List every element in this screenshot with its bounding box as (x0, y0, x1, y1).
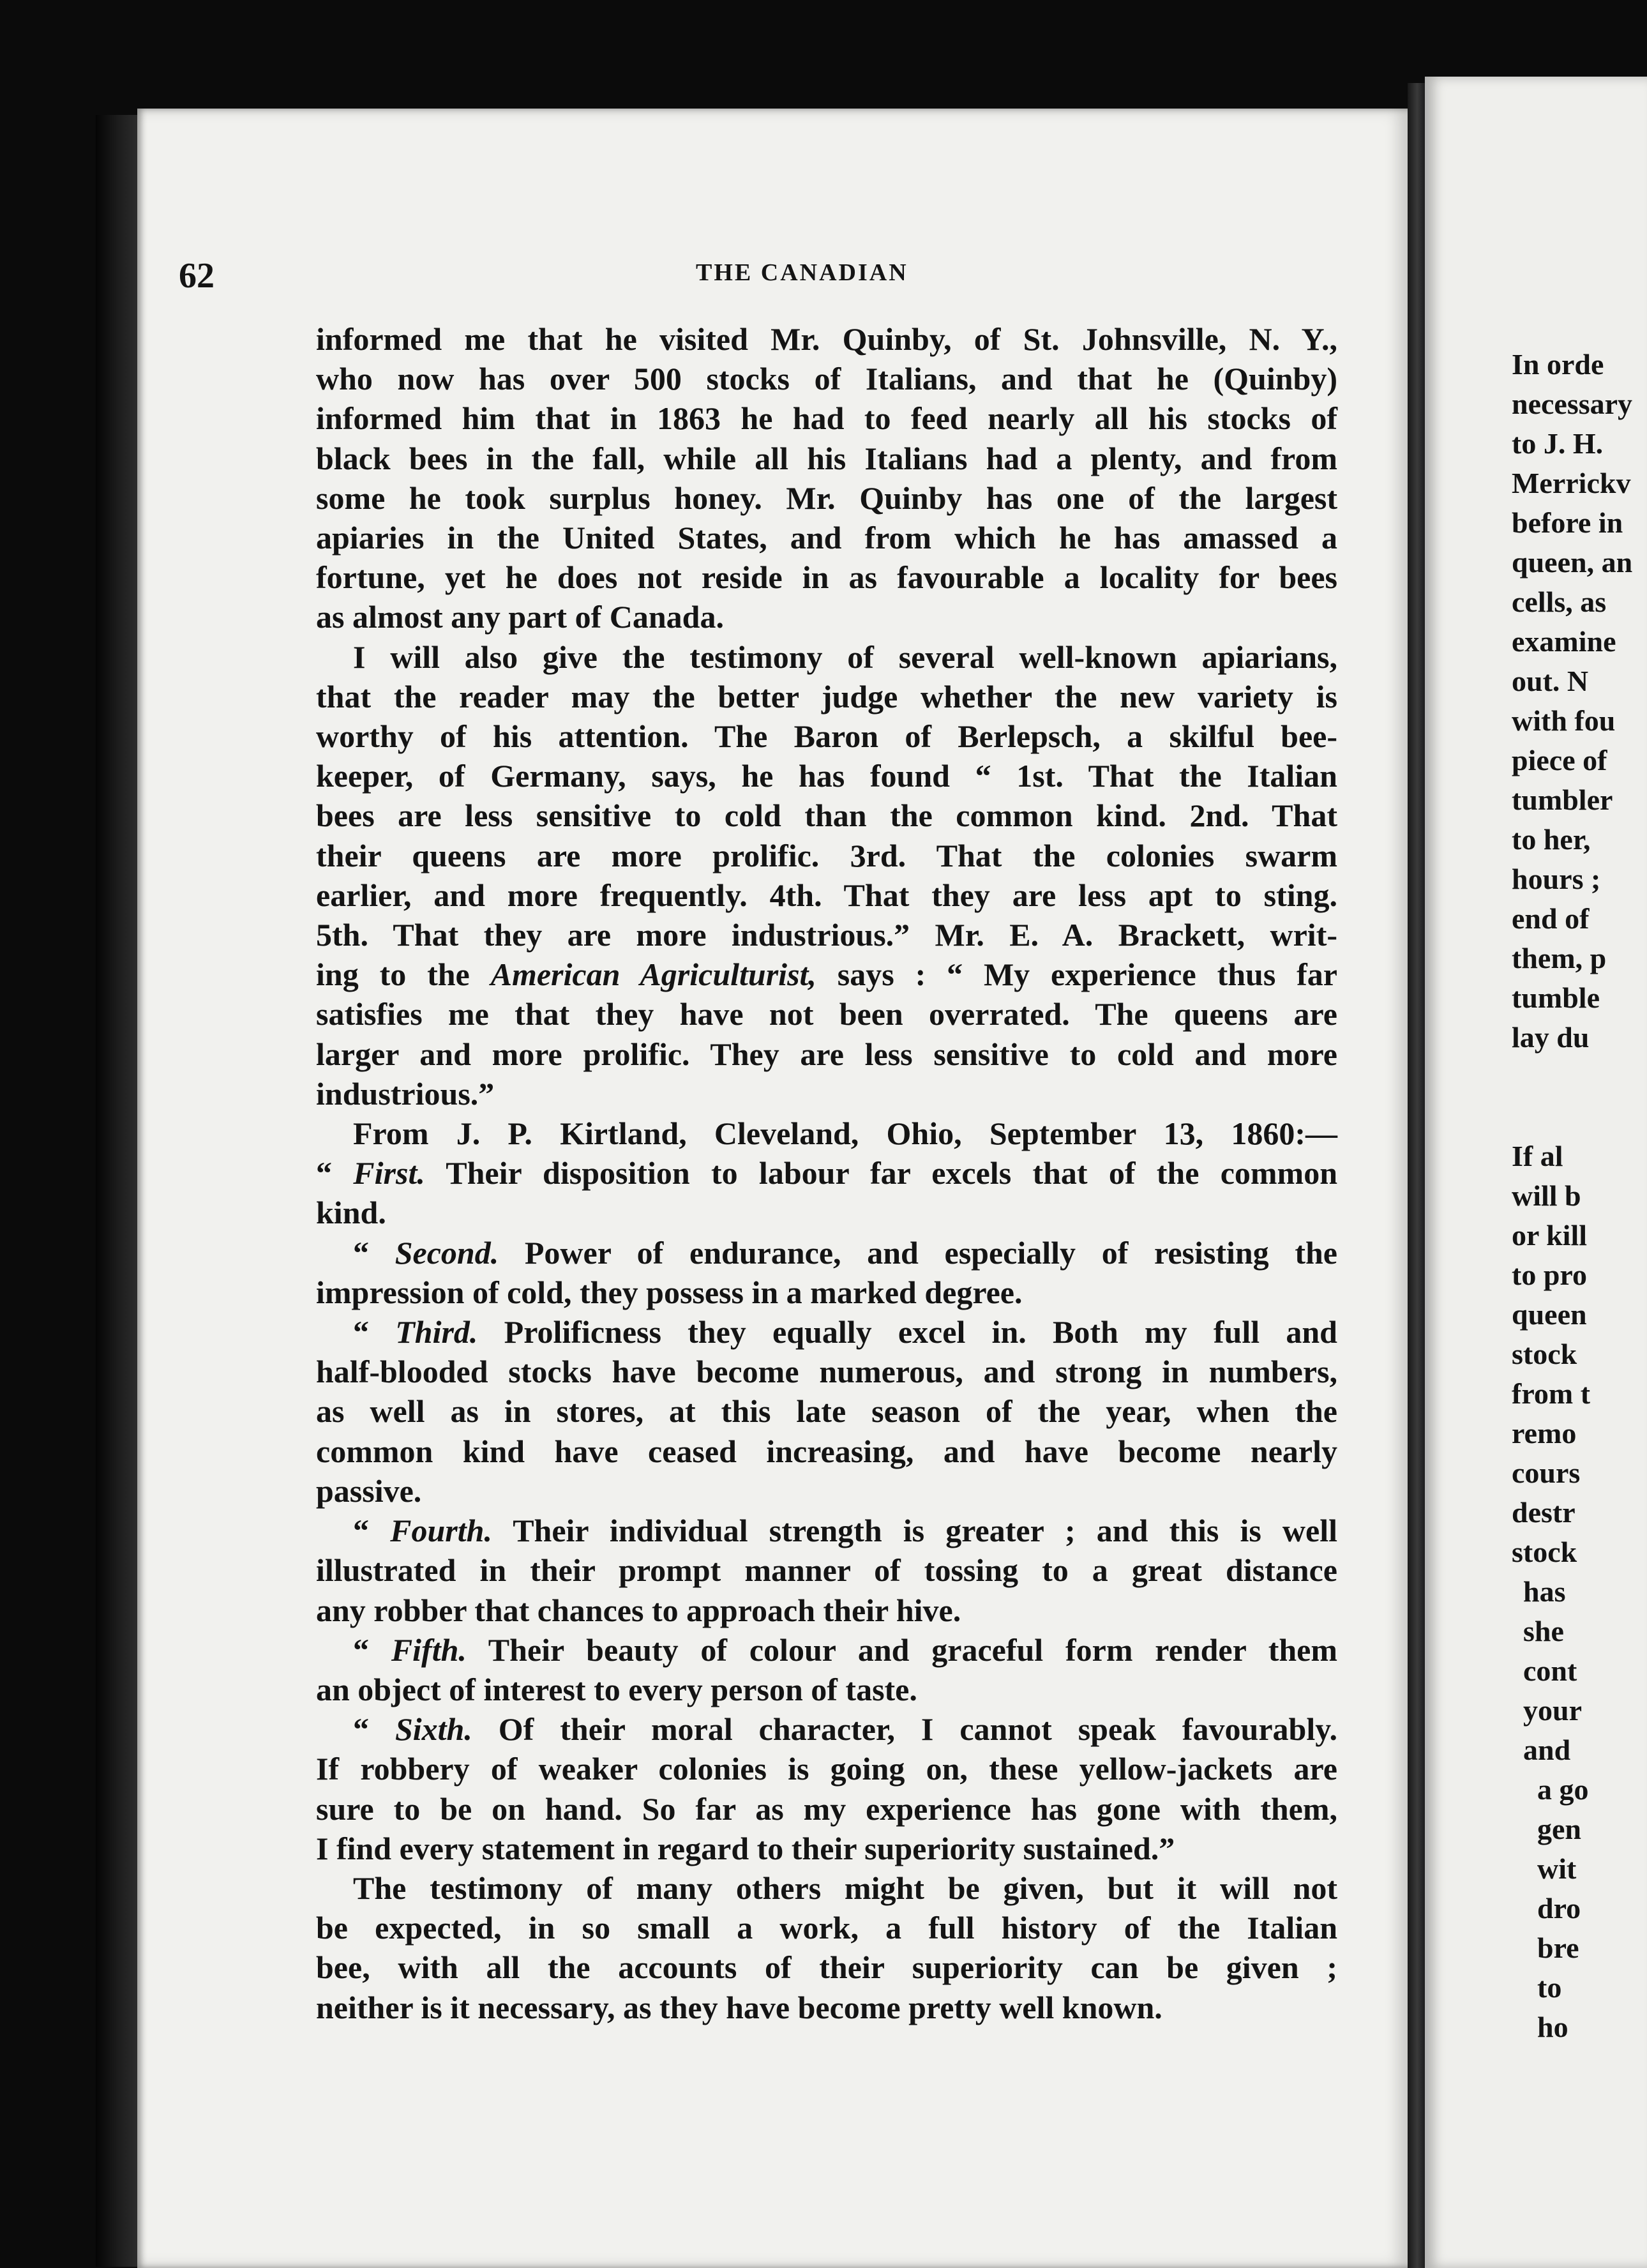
text-line: If robbery of weaker colonies is going on, these yellow-jackets are (316, 1751, 1337, 1787)
right-page-line: queen (1512, 1298, 1587, 1331)
right-page-line: wit (1537, 1852, 1577, 1885)
text-line: illustrated in their prompt manner of tossing to a great distance (316, 1552, 1337, 1589)
text-run: Power of endurance, and especially of resisting the (499, 1234, 1338, 1271)
right-page-line: stock (1512, 1338, 1577, 1370)
right-page-line: examine (1512, 625, 1616, 658)
text-run: “ (353, 1711, 395, 1748)
text-line: larger and more prolific. They are less sensitive to cold and more (316, 1036, 1337, 1072)
text-line: as almost any part of Canada. (316, 599, 724, 635)
text-line: that the reader may the better judge whether the new variety is (316, 678, 1337, 714)
text-run: Their individual strength is greater ; and this is well (492, 1513, 1338, 1549)
text-line: I find every statement in regard to their superiority sustained.” (316, 1830, 1175, 1866)
italic-text-run: Fourth. (390, 1513, 492, 1549)
right-page-line: cours (1512, 1456, 1581, 1489)
right-page-line: remo (1512, 1417, 1577, 1449)
right-page-line: ho (1537, 2011, 1568, 2043)
italic-text-run: Fifth. (391, 1631, 467, 1668)
right-page-line: or kill (1512, 1219, 1588, 1251)
right-page-line: destr (1512, 1496, 1576, 1529)
text-line: impression of cold, they possess in a marked degree. (316, 1274, 1023, 1310)
text-line: sure to be on hand. So far as my experience has gone with them, (316, 1790, 1337, 1827)
right-page-line: she (1523, 1615, 1564, 1647)
right-page-line: stock (1512, 1536, 1577, 1568)
text-run: “ (353, 1314, 396, 1350)
text-line: passive. (316, 1472, 422, 1509)
italic-text-run: Second. (395, 1234, 499, 1271)
right-page-line: will b (1512, 1179, 1581, 1212)
right-page-line: a go (1537, 1773, 1589, 1806)
text-run: Their beauty of colour and graceful form render them (466, 1631, 1337, 1668)
text-line: any robber that chances to approach their hive. (316, 1592, 961, 1628)
right-page-line: tumble (1512, 981, 1600, 1014)
text-line: as well as in stores, at this late season of the year, when the (316, 1393, 1337, 1430)
text-run: “ (353, 1631, 391, 1668)
text-line: I will also give the testimony of several well-known apiarians, (353, 639, 1337, 675)
text-line (316, 1630, 1337, 1670)
right-page-line: your (1523, 1694, 1582, 1727)
text-line: who now has over 500 stocks of Italians, and that he (Quinby) (316, 361, 1337, 397)
text-line: worthy of his attention. The Baron of Berlepsch, a skilful bee- (316, 718, 1337, 755)
text-line: their queens are more prolific. 3rd. That the colonies swarm (316, 837, 1337, 873)
right-page-line: end of (1512, 902, 1590, 935)
text-line: common kind have ceased increasing, and have become nearly (316, 1433, 1337, 1469)
text-line: bee, with all the accounts of their superiority can be given ; (316, 1949, 1337, 1986)
italic-text-run: Third. (395, 1314, 478, 1350)
text-line (316, 1153, 1337, 1193)
text-line: be expected, in so small a work, a full history of the Italian (316, 1910, 1337, 1946)
right-page-line: out. N (1512, 665, 1589, 697)
text-run: says : “ My experience thus far (816, 956, 1338, 993)
right-page-line: to (1537, 1971, 1562, 2004)
right-page-line: hours ; (1512, 863, 1601, 895)
text-line (316, 1233, 1337, 1273)
text-line (316, 1511, 1337, 1550)
italic-text-run: Sixth. (395, 1711, 472, 1748)
right-page-line: In orde (1512, 348, 1604, 381)
text-line: black bees in the fall, while all his Italians had a plenty, and from (316, 440, 1337, 476)
right-page-line: lay du (1512, 1021, 1590, 1054)
right-page-line: from t (1512, 1377, 1591, 1410)
text-run: ing to the (316, 956, 491, 993)
page-number: 62 (179, 256, 214, 296)
text-line: informed me that he visited Mr. Quinby, of St. Johnsville, N. Y., (316, 321, 1337, 357)
right-page-line: to pro (1512, 1259, 1587, 1291)
text-line: half-blooded stocks have become numerous, and strong in numbers, (316, 1354, 1337, 1390)
book-gutter (1408, 83, 1427, 2268)
right-page-text-fragments (1512, 345, 1632, 2047)
text-run: “ (353, 1513, 391, 1549)
text-line: From J. P. Kirtland, Cleveland, Ohio, September 13, 1860:— (353, 1115, 1337, 1152)
right-page-line: Merrickv (1512, 467, 1631, 499)
text-line (316, 1312, 1337, 1352)
text-line: 5th. That they are more industrious.” Mr. E. A. Brackett, writ- (316, 917, 1337, 953)
body-text (316, 319, 1337, 2027)
text-line: kind. (316, 1195, 386, 1231)
italic-text-run: American Agriculturist, (490, 956, 816, 993)
right-page-line: If al (1512, 1140, 1563, 1172)
right-page-line: to her, (1512, 823, 1591, 856)
text-run: “ (316, 1155, 354, 1191)
right-page-line: cells, as (1512, 586, 1607, 618)
text-line: apiaries in the United States, and from which he has amassed a (316, 520, 1337, 556)
text-line: informed him that in 1863 he had to feed nearly all his stocks of (316, 400, 1337, 437)
right-page-line: queen, an (1512, 546, 1633, 578)
text-line: bees are less sensitive to cold than the common kind. 2nd. That (316, 798, 1337, 834)
right-page-line: tumbler (1512, 783, 1613, 816)
text-line: keeper, of Germany, says, he has found “ 1st. That the Italian (316, 758, 1337, 794)
italic-text-run: First. (353, 1155, 425, 1191)
text-line: an object of interest to every person of taste. (316, 1671, 917, 1707)
text-line: industrious.” (316, 1075, 495, 1112)
right-page-line: with fou (1512, 704, 1616, 737)
right-page-line: bre (1537, 1932, 1579, 1964)
right-page-line: cont (1523, 1654, 1577, 1687)
right-page-line: necessary (1512, 388, 1633, 420)
right-page-line: gen (1537, 1813, 1581, 1845)
right-page-line: before in (1512, 506, 1623, 539)
right-page-line: dro (1537, 1892, 1581, 1924)
text-line (316, 1709, 1337, 1749)
text-line (316, 955, 1337, 994)
text-run: “ (353, 1234, 395, 1271)
text-line: satisfies me that they have not been overrated. The queens are (316, 996, 1337, 1032)
right-page-line: piece of (1512, 744, 1607, 776)
text-run: Of their moral character, I cannot speak favourably. (472, 1711, 1337, 1748)
right-page-line: and (1523, 1734, 1571, 1766)
text-line: earlier, and more frequently. 4th. That they are less apt to sting. (316, 877, 1337, 913)
running-head: THE CANADIAN (696, 259, 908, 286)
right-page-line: to J. H. (1512, 427, 1604, 460)
text-line: fortune, yet he does not reside in as favourable a locality for bees (316, 559, 1337, 596)
text-line: some he took surplus honey. Mr. Quinby has one of the largest (316, 480, 1337, 516)
text-line: neither is it necessary, as they have become pretty well known. (316, 1989, 1162, 2025)
text-line: The testimony of many others might be given, but it will not (353, 1870, 1337, 1906)
right-page-line: has (1523, 1575, 1566, 1608)
right-page-line: them, p (1512, 942, 1607, 974)
text-run: Their disposition to labour far excels that of the common (425, 1155, 1337, 1191)
text-run: Prolificness they equally excel in. Both my full and (478, 1314, 1337, 1350)
right-page-gap (1512, 1057, 1632, 1137)
